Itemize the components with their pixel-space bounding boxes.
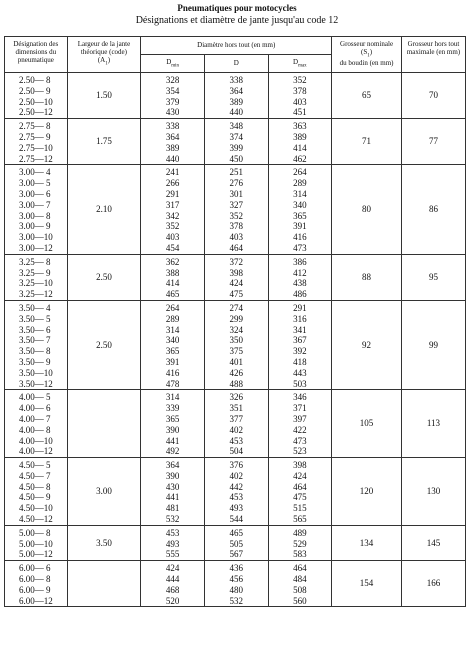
page-title: Pneumatiques pour motocycles	[177, 3, 297, 13]
d-cell-value: 352	[229, 210, 243, 221]
max-section-cell-value: 145	[426, 537, 441, 548]
dmin-cell-value: 266	[165, 178, 180, 189]
d-cell-value: 374	[229, 131, 243, 142]
rim-width-cell-value: 2.10	[96, 204, 112, 215]
dmax-cell-value: 451	[293, 107, 307, 118]
dmax-cell-value: 291	[293, 302, 307, 313]
max-section-cell	[401, 119, 465, 165]
max-section-cell-value: 70	[428, 90, 438, 101]
d-cell-value: 464	[229, 242, 243, 253]
d-cell-value: 324	[229, 324, 243, 335]
size-designation-cell-value: 3.50—10	[19, 367, 53, 378]
dmax-cell-value: 438	[293, 278, 307, 289]
size-designation-cell-value: 3.50— 9	[19, 356, 51, 367]
header-dmin: $D_{min}$	[141, 55, 205, 73]
max-section-cell-value: 99	[428, 339, 438, 350]
dmax-cell-value: 462	[293, 153, 307, 164]
d-cell-value: 327	[229, 199, 243, 210]
dmin-cell-value: 492	[165, 446, 180, 457]
d-cell-value: 488	[229, 378, 243, 389]
header-dmax: $D_{max}$	[268, 55, 332, 73]
tire-group-row	[5, 165, 466, 254]
d-cell-value: 493	[229, 503, 243, 514]
dmin-cell-value: 441	[165, 435, 180, 446]
max-section-cell-value: 95	[428, 271, 438, 282]
dmax-cell	[268, 73, 332, 119]
dmax-cell-value: 392	[293, 346, 307, 357]
dmin-cell-value: 342	[165, 210, 180, 221]
dmin-cell-value: 468	[165, 584, 180, 595]
d-cell-value: 398	[229, 267, 243, 278]
nominal-section-cell-value: 65	[362, 90, 372, 101]
size-designation-cell-value: 3.00—10	[19, 232, 53, 243]
size-designation-cell-value: 4.00— 5	[19, 392, 51, 403]
dmax-cell-value: 583	[293, 549, 307, 560]
d-cell-value: 326	[229, 392, 243, 403]
size-designation-cell-value: 3.50— 5	[19, 313, 51, 324]
tire-table	[4, 36, 466, 607]
dmax-cell-value: 264	[293, 167, 307, 178]
dmax-cell	[268, 525, 332, 560]
size-designation-cell	[5, 119, 68, 165]
d-cell-value: 378	[229, 221, 243, 232]
size-designation-cell	[5, 73, 68, 119]
d-cell-value: 372	[229, 256, 243, 267]
d-cell-value: 504	[229, 446, 243, 457]
dmin-cell-value: 314	[165, 392, 180, 403]
dmin-cell-value: 390	[165, 470, 180, 481]
dmax-cell-value: 503	[293, 378, 307, 389]
size-designation-cell	[5, 165, 68, 254]
dmin-cell	[141, 458, 205, 526]
dmin-cell	[141, 73, 205, 119]
d-cell	[204, 390, 268, 458]
d-cell-value: 401	[229, 356, 243, 367]
size-designation-cell-value: 3.50— 7	[19, 335, 51, 346]
rim-width-cell	[67, 73, 141, 119]
nominal-section-cell-value: 154	[359, 578, 374, 589]
tire-group-row	[5, 561, 466, 607]
dmin-cell-value: 441	[165, 492, 180, 503]
dmax-cell-value: 340	[293, 199, 307, 210]
dmin-cell-value: 481	[165, 503, 180, 514]
size-designation-cell-value: 4.50— 9	[19, 492, 51, 503]
dmax-cell	[268, 254, 332, 300]
rim-width-cell-value: 1.75	[96, 136, 112, 147]
size-designation-cell-value: 3.50—12	[19, 378, 53, 389]
dmin-cell-value: 364	[165, 460, 180, 471]
size-designation-cell-value: 4.00— 6	[19, 403, 51, 414]
size-designation-cell-value: 4.00— 7	[19, 413, 51, 424]
d-cell-value: 274	[229, 302, 243, 313]
d-cell-value: 475	[229, 289, 243, 300]
size-designation-cell	[5, 525, 68, 560]
nominal-section-cell-value: 120	[359, 485, 374, 496]
header-max-section: Grosseur hors tout maximale (en mm)	[401, 37, 465, 73]
dmin-cell-value: 338	[165, 121, 180, 132]
dmax-cell-value: 352	[293, 75, 307, 85]
dmin-cell-value: 291	[165, 188, 180, 199]
dmax-cell-value: 443	[293, 367, 307, 378]
dmax-cell-value: 378	[293, 85, 307, 96]
rim-width-cell-value: 3.50	[96, 537, 112, 548]
dmax-cell-value: 386	[293, 256, 307, 267]
tire-group-row	[5, 73, 466, 119]
dmin-cell-value: 440	[165, 153, 180, 164]
size-designation-cell-value: 3.25— 9	[19, 267, 51, 278]
tire-group-row	[5, 119, 466, 165]
size-designation-cell-value: 3.00— 7	[19, 199, 51, 210]
tire-group-row	[5, 390, 466, 458]
d-cell-value: 532	[229, 595, 243, 606]
dmin-cell-value: 264	[165, 302, 180, 313]
dmax-cell-value: 365	[293, 210, 307, 221]
size-designation-cell-value: 3.00— 5	[19, 178, 51, 189]
d-cell-value: 505	[229, 538, 243, 549]
size-designation-cell-value: 2.50— 8	[19, 75, 51, 85]
dmax-cell	[268, 119, 332, 165]
size-designation-cell-value: 5.00—12	[19, 549, 53, 560]
nominal-section-cell-value: 92	[362, 339, 372, 350]
size-designation-cell-value: 3.25—12	[19, 289, 53, 300]
dmin-cell-value: 454	[165, 242, 180, 253]
d-cell-value: 251	[229, 167, 243, 178]
max-section-cell-value: 86	[428, 204, 438, 215]
header-d: D	[204, 55, 268, 73]
d-cell-value: 351	[229, 403, 243, 414]
rim-width-cell	[67, 525, 141, 560]
dmax-cell-value: 473	[293, 242, 307, 253]
dmin-cell-value: 314	[165, 324, 180, 335]
d-cell-value: 402	[229, 424, 243, 435]
max-section-cell-value: 113	[426, 418, 441, 429]
max-section-cell	[401, 458, 465, 526]
tire-group-row	[5, 300, 466, 389]
rim-width-cell	[67, 165, 141, 254]
d-cell-value: 465	[229, 527, 243, 538]
dmax-cell-value: 508	[293, 584, 307, 595]
dmin-cell-value: 430	[165, 481, 180, 492]
max-section-cell-value: 166	[426, 578, 441, 589]
d-cell-value: 442	[229, 481, 243, 492]
rim-width-cell-value: 3.00	[96, 485, 112, 496]
size-designation-cell-value: 3.00— 8	[19, 210, 51, 221]
dmax-cell-value: 341	[293, 324, 307, 335]
dmin-cell-value: 365	[165, 413, 180, 424]
d-cell-value: 480	[229, 584, 243, 595]
size-designation-cell	[5, 390, 68, 458]
dmax-cell-value: 389	[293, 131, 307, 142]
header-diameter: Diamètre hors tout (en mm)	[141, 37, 332, 55]
nominal-section-cell	[332, 254, 402, 300]
d-cell	[204, 254, 268, 300]
dmax-cell-value: 414	[293, 142, 307, 153]
dmax-cell-value: 346	[293, 392, 307, 403]
dmax-cell-value: 523	[293, 446, 307, 457]
size-designation-cell	[5, 458, 68, 526]
size-designation-cell-value: 2.50—10	[19, 96, 53, 107]
dmax-cell-value: 464	[293, 481, 307, 492]
dmax-cell-value: 363	[293, 121, 307, 132]
dmax-cell-value: 418	[293, 356, 307, 367]
max-section-cell	[401, 254, 465, 300]
dmin-cell-value: 414	[165, 278, 180, 289]
dmax-cell-value: 416	[293, 232, 307, 243]
d-cell-value: 350	[229, 335, 243, 346]
dmax-cell-value: 397	[293, 413, 307, 424]
dmin-cell-value: 365	[165, 346, 180, 357]
dmax-cell-value: 464	[293, 563, 307, 574]
dmax-cell-value: 391	[293, 221, 307, 232]
nominal-section-cell-value: 134	[359, 537, 374, 548]
dmax-cell-value: 367	[293, 335, 307, 346]
header-nominal-section: Grosseur nominale $(S_1)$ du boudin (en mm)	[332, 37, 402, 73]
nominal-section-cell	[332, 561, 402, 607]
size-designation-cell-value: 5.00— 8	[19, 527, 51, 538]
rim-width-cell	[67, 119, 141, 165]
dmin-cell	[141, 300, 205, 389]
d-cell-value: 375	[229, 346, 243, 357]
rim-width-cell	[67, 300, 141, 389]
size-designation-cell-value: 2.75— 8	[19, 121, 51, 132]
dmin-cell-value: 403	[165, 232, 180, 243]
dmax-cell-value: 484	[293, 574, 307, 585]
d-cell	[204, 561, 268, 607]
dmax-cell	[268, 458, 332, 526]
dmin-cell-value: 241	[165, 167, 180, 178]
d-cell-value: 376	[229, 460, 243, 471]
size-designation-cell-value: 3.50— 6	[19, 324, 51, 335]
d-cell-value: 338	[229, 75, 243, 85]
nominal-section-cell	[332, 119, 402, 165]
dmax-cell	[268, 561, 332, 607]
dmax-cell-value: 424	[293, 470, 307, 481]
nominal-section-cell	[332, 390, 402, 458]
size-designation-cell-value: 3.00— 4	[19, 167, 51, 178]
max-section-cell	[401, 165, 465, 254]
tire-group-row	[5, 254, 466, 300]
nominal-section-cell	[332, 300, 402, 389]
dmin-cell-value: 379	[165, 96, 180, 107]
dmax-cell-value: 371	[293, 403, 307, 414]
max-section-cell-value: 130	[426, 485, 441, 496]
dmin-cell	[141, 525, 205, 560]
dmax-cell-value: 289	[293, 178, 307, 189]
dmax-cell-value: 489	[293, 527, 307, 538]
dmin-cell-value: 389	[165, 142, 180, 153]
d-cell-value: 567	[229, 549, 243, 560]
size-designation-cell	[5, 300, 68, 389]
dmax-cell	[268, 300, 332, 389]
nominal-section-cell	[332, 525, 402, 560]
dmin-cell-value: 453	[165, 527, 180, 538]
size-designation-cell-value: 4.50—10	[19, 503, 53, 514]
dmin-cell-value: 424	[165, 563, 180, 574]
dmax-cell-value: 475	[293, 492, 307, 503]
dmin-cell-value: 444	[165, 574, 180, 585]
rim-width-cell-value: 1.50	[96, 90, 112, 101]
page-subtitle: Désignations et diamètre de jante jusqu'au code 12	[135, 15, 339, 26]
size-designation-cell-value: 4.00—10	[19, 435, 53, 446]
size-designation-cell-value: 2.75— 9	[19, 131, 51, 142]
dmin-cell-value: 339	[165, 403, 180, 414]
dmin-cell-value: 520	[165, 595, 180, 606]
size-designation-cell-value: 4.50— 8	[19, 481, 51, 492]
size-designation-cell-value: 4.50— 5	[19, 460, 51, 471]
max-section-cell	[401, 300, 465, 389]
d-cell-value: 453	[229, 492, 243, 503]
size-designation-cell-value: 2.50—12	[19, 107, 53, 118]
d-cell-value: 424	[229, 278, 243, 289]
size-designation-cell-value: 3.25— 8	[19, 256, 51, 267]
size-designation-cell-value: 3.25—10	[19, 278, 53, 289]
dmin-cell	[141, 254, 205, 300]
size-designation-cell-value: 3.00— 9	[19, 221, 51, 232]
dmax-cell-value: 473	[293, 435, 307, 446]
nominal-section-cell	[332, 458, 402, 526]
rim-width-cell	[67, 458, 141, 526]
dmax-cell-value: 565	[293, 514, 307, 525]
dmin-cell-value: 364	[165, 131, 180, 142]
dmin-cell-value: 340	[165, 335, 180, 346]
dmax-cell-value: 316	[293, 313, 307, 324]
d-cell-value: 450	[229, 153, 243, 164]
size-designation-cell-value: 3.50— 8	[19, 346, 51, 357]
d-cell-value: 399	[229, 142, 243, 153]
dmin-cell-value: 465	[165, 289, 180, 300]
dmin-cell-value: 478	[165, 378, 180, 389]
size-designation-cell-value: 4.00— 8	[19, 424, 51, 435]
size-designation-cell-value: 3.00— 6	[19, 188, 51, 199]
dmax-cell-value: 398	[293, 460, 307, 471]
dmin-cell-value: 493	[165, 538, 180, 549]
d-cell-value: 544	[229, 514, 243, 525]
size-designation-cell-value: 6.00— 8	[19, 574, 51, 585]
dmax-cell-value: 403	[293, 96, 307, 107]
dmin-cell-value: 390	[165, 424, 180, 435]
dmin-cell-value: 388	[165, 267, 180, 278]
tire-group-row	[5, 458, 466, 526]
d-cell	[204, 119, 268, 165]
d-cell-value: 426	[229, 367, 243, 378]
d-cell-value: 403	[229, 232, 243, 243]
nominal-section-cell-value: 71	[362, 136, 372, 147]
dmax-cell	[268, 390, 332, 458]
dmin-cell-value: 430	[165, 107, 180, 118]
d-cell-value: 389	[229, 96, 243, 107]
nominal-section-cell-value: 88	[362, 271, 372, 282]
size-designation-cell-value: 2.50— 9	[19, 85, 51, 96]
size-designation-cell	[5, 561, 68, 607]
dmin-cell	[141, 561, 205, 607]
nominal-section-cell	[332, 73, 402, 119]
nominal-section-cell-value: 105	[359, 418, 374, 429]
d-cell	[204, 300, 268, 389]
d-cell-value: 364	[229, 85, 243, 96]
dmax-cell-value: 529	[293, 538, 307, 549]
size-designation-cell-value: 5.00—10	[19, 538, 53, 549]
d-cell	[204, 165, 268, 254]
size-designation-cell-value: 3.50— 4	[19, 302, 51, 313]
dmin-cell-value: 354	[165, 85, 180, 96]
dmax-cell-value: 515	[293, 503, 307, 514]
dmax-cell-value: 486	[293, 289, 307, 300]
max-section-cell-value: 77	[428, 136, 438, 147]
rim-width-cell-value: 2.50	[96, 271, 112, 282]
dmin-cell	[141, 119, 205, 165]
d-cell-value: 440	[229, 107, 243, 118]
rim-width-cell	[67, 254, 141, 300]
size-designation-cell-value: 4.50— 7	[19, 470, 51, 481]
dmin-cell-value: 362	[165, 256, 180, 267]
max-section-cell	[401, 525, 465, 560]
rim-width-cell	[67, 561, 141, 607]
dmin-cell-value: 555	[165, 549, 180, 560]
dmax-cell-value: 422	[293, 424, 307, 435]
nominal-section-cell-value: 80	[362, 204, 372, 215]
dmin-cell-value: 416	[165, 367, 180, 378]
tire-group-row	[5, 525, 466, 560]
dmin-cell-value: 532	[165, 514, 180, 525]
size-designation-cell-value: 2.75—12	[19, 153, 53, 164]
d-cell-value: 456	[229, 574, 243, 585]
d-cell-value: 348	[229, 121, 243, 132]
d-cell-value: 276	[229, 178, 243, 189]
d-cell	[204, 73, 268, 119]
size-designation-cell-value: 6.00—12	[19, 595, 53, 606]
size-designation-cell-value: 4.00—12	[19, 446, 53, 457]
d-cell	[204, 525, 268, 560]
dmax-cell	[268, 165, 332, 254]
dmin-cell-value: 328	[165, 75, 180, 85]
d-cell-value: 402	[229, 470, 243, 481]
max-section-cell	[401, 390, 465, 458]
d-cell-value: 453	[229, 435, 243, 446]
d-cell-value: 299	[229, 313, 243, 324]
dmax-cell-value: 314	[293, 188, 307, 199]
header-designation: Désignation des dimensions du pneumatique	[5, 37, 68, 73]
dmin-cell-value: 391	[165, 356, 180, 367]
d-cell-value: 377	[229, 413, 243, 424]
dmin-cell	[141, 390, 205, 458]
size-designation-cell	[5, 254, 68, 300]
rim-width-cell	[67, 390, 141, 458]
max-section-cell	[401, 561, 465, 607]
dmin-cell-value: 289	[165, 313, 180, 324]
size-designation-cell-value: 2.75—10	[19, 142, 53, 153]
nominal-section-cell	[332, 165, 402, 254]
size-designation-cell-value: 6.00— 9	[19, 584, 51, 595]
dmax-cell-value: 560	[293, 595, 307, 606]
dmin-cell-value: 317	[165, 199, 180, 210]
rim-width-cell-value: 2.50	[96, 339, 112, 350]
d-cell	[204, 458, 268, 526]
size-designation-cell-value: 4.50—12	[19, 514, 53, 525]
size-designation-cell-value: 3.00—12	[19, 242, 53, 253]
dmax-cell-value: 412	[293, 267, 307, 278]
dmin-cell-value: 352	[165, 221, 180, 232]
header-rim-width: Largeur de la jante théorique (code) $(A_1)$	[67, 37, 141, 73]
size-designation-cell-value: 6.00— 6	[19, 563, 51, 574]
d-cell-value: 301	[229, 188, 243, 199]
d-cell-value: 436	[229, 563, 243, 574]
max-section-cell	[401, 73, 465, 119]
dmin-cell	[141, 165, 205, 254]
